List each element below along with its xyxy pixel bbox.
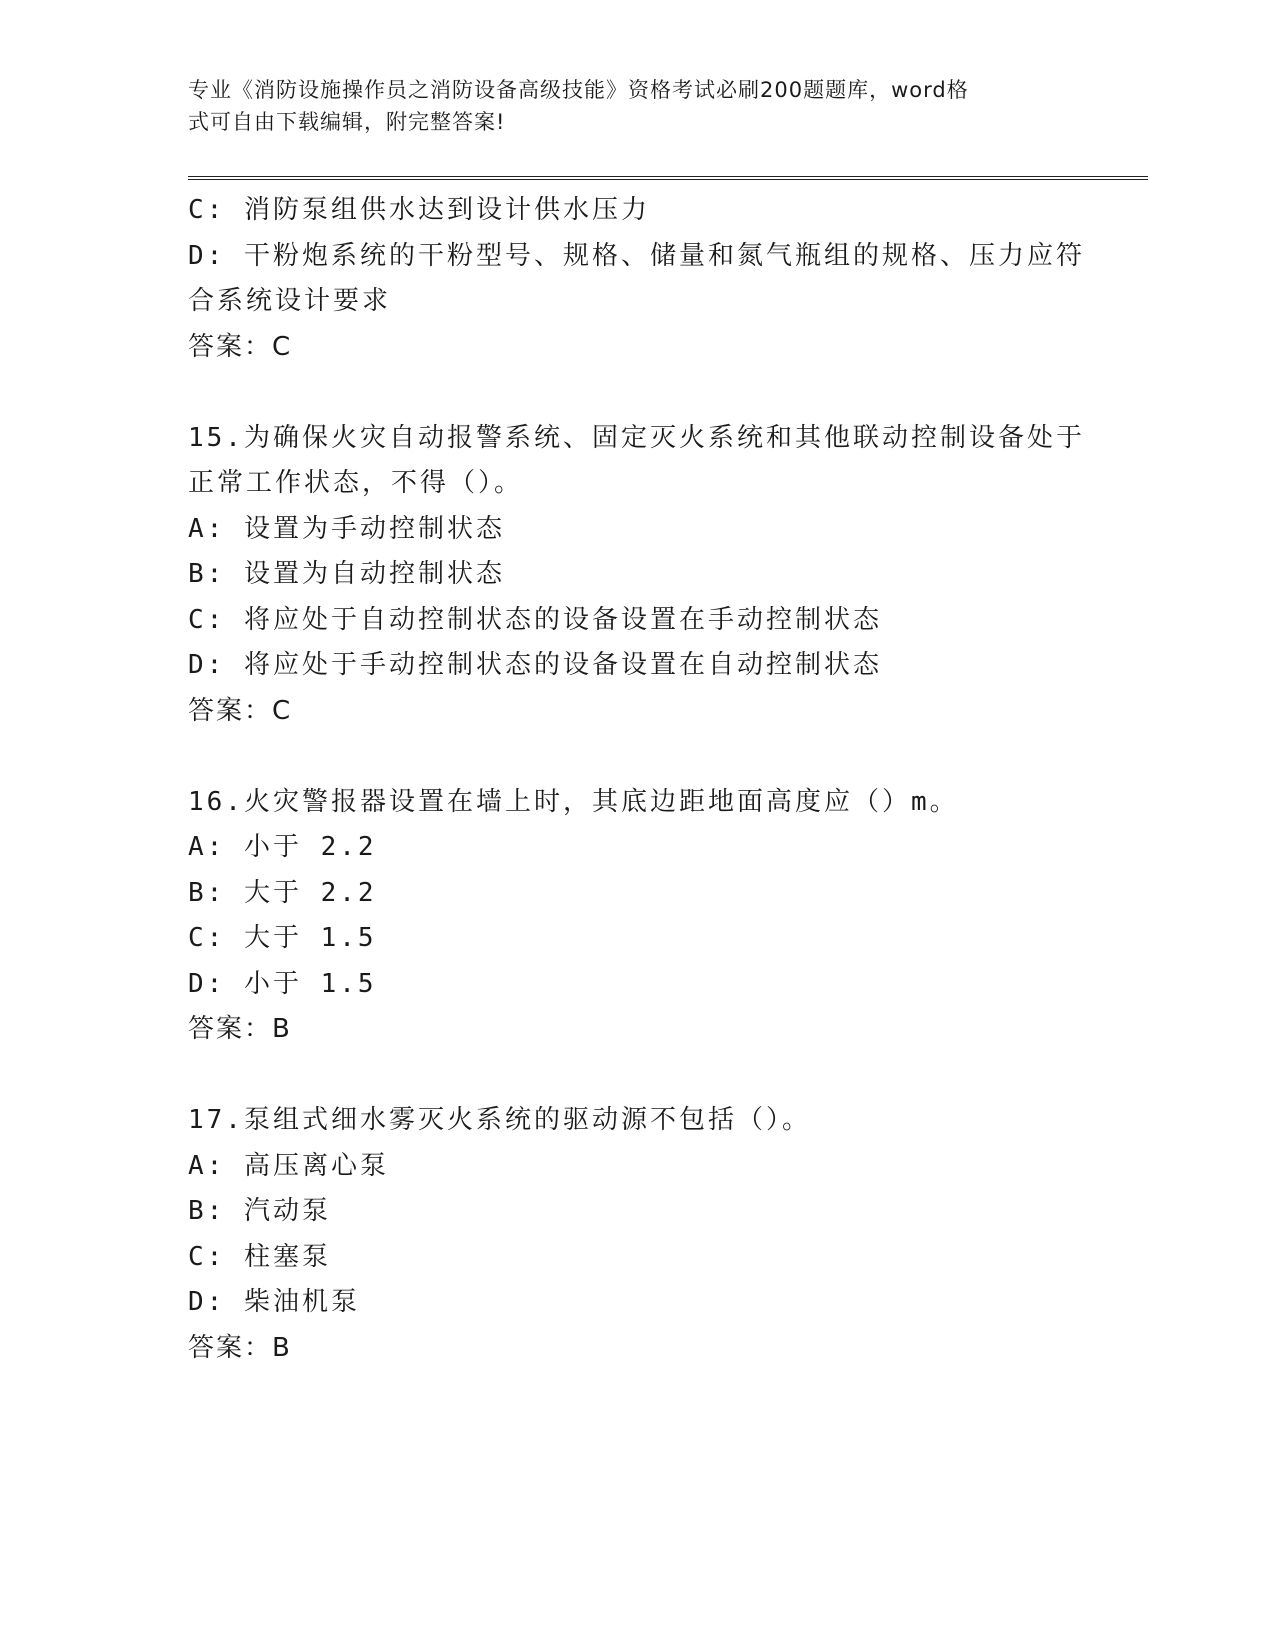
spacer (188, 734, 1088, 780)
question-17 (188, 1098, 1088, 1371)
option-c: C: 将应处于自动控制状态的设备设置在手动控制状态 (188, 604, 882, 635)
question-stem-line-2: 正常工作状态，不得（）。 (188, 468, 524, 498)
option-a: A: 设置为手动控制状态 (188, 513, 505, 544)
option-a: A: 小于 2.2 (188, 832, 377, 862)
option-b: B: 汽动泵 (188, 1196, 331, 1226)
option-d: D: 小于 1.5 (188, 968, 377, 999)
question-16 (188, 780, 1088, 1053)
question-list (188, 188, 1088, 1371)
question-stem-line-1: 17.泵组式细水雾灭火系统的驱动源不包括（）。 (188, 1105, 811, 1135)
option-b: B: 大于 2.2 (188, 877, 377, 908)
answer: 答案：C (188, 331, 293, 362)
question-stem-line-1: 16.火灾警报器设置在墙上时，其底边距地面高度应（）m。 (188, 786, 959, 817)
option-a: A: 高压离心泵 (188, 1150, 389, 1181)
answer: 答案：B (188, 1332, 292, 1363)
option-b: B: 设置为自动控制状态 (188, 559, 505, 589)
answer: 答案：C (188, 695, 293, 726)
option-c: C: 大于 1.5 (188, 923, 377, 953)
spacer (188, 370, 1088, 416)
option-d: D: 将应处于手动控制状态的设备设置在自动控制状态 (188, 650, 882, 680)
option-d-line-2: 合系统设计要求 (188, 286, 392, 316)
question-15 (188, 416, 1088, 735)
header-line-2: 式可自由下载编辑，附完整答案! (188, 110, 506, 134)
option-d-line-1: D: 干粉炮系统的干粉型号、规格、储量和氮气瓶组的规格、压力应符 (188, 240, 1085, 271)
option-d: D: 柴油机泵 (188, 1287, 360, 1317)
header-divider (188, 176, 1148, 180)
document-header (188, 74, 1068, 138)
question-stem-line-1: 15.为确保火灾自动报警系统、固定灭火系统和其他联动控制设备处于 (188, 422, 1085, 453)
option-c: C: 柱塞泵 (188, 1241, 331, 1272)
option-c: C: 消防泵组供水达到设计供水压力 (188, 195, 650, 225)
answer: 答案：B (188, 1014, 292, 1044)
spacer (188, 1053, 1088, 1099)
question-14-carryover (188, 188, 1088, 370)
header-line-1: 专业《消防设施操作员之消防设备高级技能》资格考试必刷200题题库，word格 (188, 78, 969, 102)
